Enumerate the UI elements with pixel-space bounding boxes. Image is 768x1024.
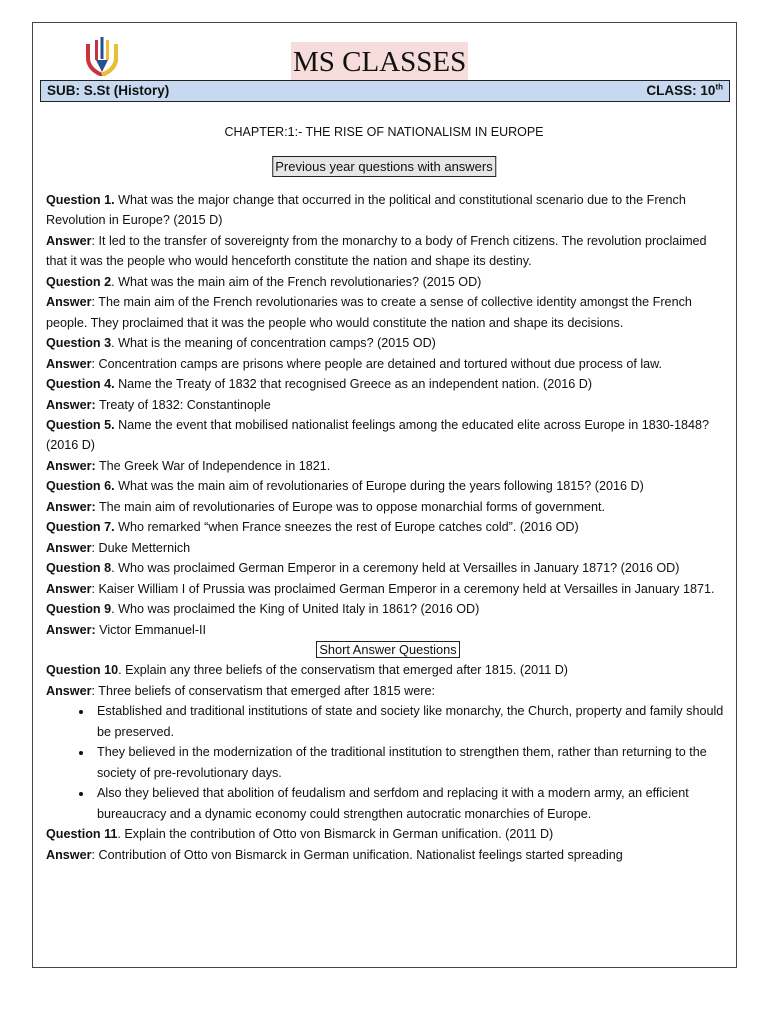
item-text: . Who was proclaimed the King of United Italy in 1861? (2016 OD) [111, 602, 480, 617]
item-label: Answer [46, 356, 92, 371]
question [46, 517, 730, 537]
question [46, 660, 730, 680]
item-label: Question 11 [46, 827, 118, 842]
answer [46, 292, 730, 333]
bullet-item: • Also they believed that abolition of feudalism and serfdom and replacing it with a modern army, an efficient bureaucracy and a dynamic economy could strengthen autocratic monarchies of Europe. [93, 783, 730, 824]
item-text: What was the main aim of revolutionaries of Europe during the years following 1815? (2016 D) [114, 479, 644, 494]
question [46, 476, 730, 496]
item-text: . Who was proclaimed German Emperor in a ceremony held at Versailles in January 1871? (2016 OD) [111, 561, 680, 576]
item-label: Question 5. [46, 417, 115, 432]
school-title: MS CLASSES [291, 42, 468, 82]
section-heading: Previous year questions with answers [272, 156, 496, 177]
answer [46, 354, 730, 374]
item-text: . Explain any three beliefs of the conservatism that emerged after 1815. (2011 D) [118, 663, 568, 678]
answer [46, 497, 730, 517]
item-text: Who remarked “when France sneezes the rest of Europe catches cold”. (2016 OD) [114, 520, 579, 535]
class-superscript: th [715, 82, 723, 92]
item-label: Answer: [46, 622, 96, 637]
item-text: What was the major change that occurred in the political and constitutional scenario due to the French Revolution in Europe? (2015 D) [46, 193, 686, 228]
item-label: Answer [46, 581, 92, 596]
item-label: Question 9 [46, 602, 112, 617]
item-text: : Concentration camps are prisons where people are detained and tortured without due process of law. [91, 356, 663, 371]
item-label: Question 1. [46, 193, 115, 207]
question [46, 599, 730, 619]
item-text: Name the event that mobilised nationalist feelings among the educated elite across Europe in 1830-1848? (2016 D) [46, 417, 709, 453]
item-text: : Contribution of Otto von Bismarck in German unification. Nationalist feelings started spreading [91, 847, 623, 862]
chapter-heading: CHAPTER:1:- THE RISE OF NATIONALISM IN EUROPE [224, 125, 544, 139]
item-text: Treaty of 1832: Constantinople [95, 397, 271, 412]
class-label [646, 81, 723, 101]
class-text: CLASS: 10 [646, 83, 716, 98]
item-label: Question 7. [46, 520, 115, 535]
item-label: Answer: [46, 458, 96, 473]
answer [46, 681, 730, 701]
item-text: The Greek War of Independence in 1821. [95, 458, 331, 473]
answer [46, 395, 730, 415]
subject-label: SUB: S.St (History) [47, 83, 170, 98]
question [46, 415, 730, 456]
item-label: Question 2 [46, 274, 112, 289]
item-text: The main aim of revolutionaries of Europe was to oppose monarchial forms of government. [95, 499, 606, 514]
item-label: Answer: [46, 499, 96, 514]
item-label: Question 6. [46, 479, 115, 494]
answer [46, 579, 730, 599]
item-text: : Three beliefs of conservatism that emerged after 1815 were: [91, 683, 435, 698]
item-text: : Duke Metternich [91, 540, 191, 555]
item-label: Question 10 [46, 663, 119, 678]
question [46, 272, 730, 292]
item-label: Answer [46, 233, 92, 248]
answer [46, 538, 730, 558]
question [46, 558, 730, 578]
bullet-list [46, 701, 730, 824]
pen-shield-logo-icon [84, 36, 120, 76]
item-label: Answer [46, 295, 92, 310]
question [46, 333, 730, 353]
qa-content [46, 190, 730, 865]
item-text: Victor Emmanuel-II [95, 622, 207, 637]
item-label: Answer: [46, 397, 96, 412]
item-text: : It led to the transfer of sovereignty from the monarchy to a body of French citizens. The revolution proclaimed that it was the people who would henceforth constitute the nation and shape its destiny. [46, 233, 707, 269]
item-label: Question 4. [46, 377, 115, 392]
item-text: . What was the main aim of the French revolutionaries? (2015 OD) [111, 274, 482, 289]
question [46, 190, 730, 231]
bullet-item: • They believed in the modernization of the traditional institution to strengthen them, rather than returning to the society of pre-revolutionary days. [93, 742, 730, 783]
item-text: . Explain the contribution of Otto von Bismarck in German unification. (2011 D) [117, 827, 554, 842]
answer [46, 231, 730, 272]
item-label: Question 8 [46, 561, 112, 576]
answer [46, 456, 730, 476]
item-text: : The main aim of the French revolutionaries was to create a sense of collective identity amongst the French people. They proclaimed that it was the people who would constitute the nation and shape its decisions. [46, 295, 692, 330]
section-heading [46, 640, 730, 660]
subject-bar [40, 80, 730, 102]
item-label: Question 3 [46, 336, 112, 351]
item-label: Answer [46, 540, 92, 555]
section-heading-text: Short Answer Questions [316, 641, 459, 658]
bullet-item: • Established and traditional institutions of state and society like monarchy, the Church, property and family should be preserved. [93, 701, 730, 742]
question [46, 824, 730, 844]
item-label: Answer [46, 683, 92, 698]
answer [46, 845, 730, 865]
answer [46, 620, 730, 640]
item-text: : Kaiser William I of Prussia was proclaimed German Emperor in a ceremony held at Versailles in January 1871. [91, 581, 715, 596]
item-text: Name the Treaty of 1832 that recognised Greece as an independent nation. (2016 D) [114, 377, 593, 392]
item-text: . What is the meaning of concentration camps? (2015 OD) [111, 336, 436, 351]
question [46, 374, 730, 394]
item-label: Answer [46, 847, 92, 862]
